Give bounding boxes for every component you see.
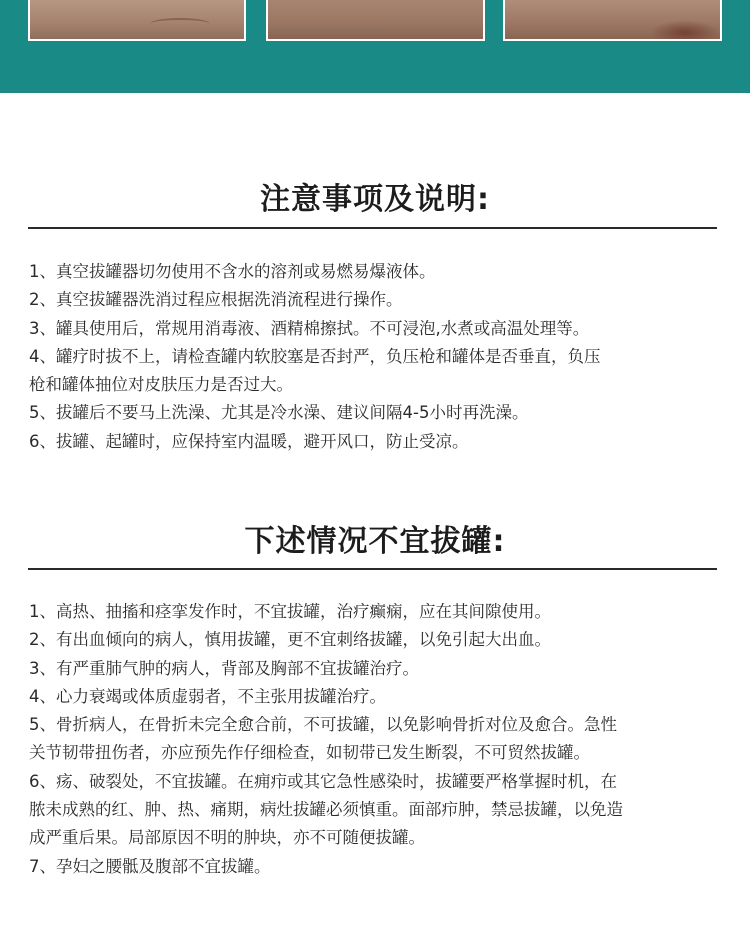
list-item: 2、有出血倾向的病人，慎用拔罐，更不宜刺络拔罐，以免引起大出血。 [29,630,551,650]
list-item: 枪和罐体抽位对皮肤压力是否过大。 [29,375,293,395]
list-item: 7、孕妇之腰骶及腹部不宜拔罐。 [29,856,271,876]
list-item: 5、骨折病人，在骨折未完全愈合前，不可拔罐，以免影响骨折对位及愈合。急性 [29,715,617,735]
list-item: 6、疡、破裂处，不宜拔罐。在痈疖或其它急性感染时，拔罐要严格掌握时机，在 [29,771,617,791]
list-item: 1、高热、抽搐和痉挛发作时，不宜拔罐，治疗癫痫，应在其间隙使用。 [29,602,551,621]
list-item: 成严重后果。局部原因不明的肿块，亦不可随便拔罐。 [29,828,425,848]
divider [28,568,717,570]
list-item: 6、拔罐、起罐时，应保持室内温暖，避开风口，防止受凉。 [29,431,469,451]
list-item: 5、拔罐后不要马上洗澡、尤其是冷水澡、建议间隔4-5小时再洗澡。 [29,403,529,423]
list-item: 3、罐具使用后，常规用消毒液、酒精棉擦拭。不可浸泡,水煮或高温处理等。 [29,318,590,338]
contraindications-title: 下述情况不宜拔罐: [244,524,506,559]
skin-photo [266,0,485,41]
list-item: 2、真空拔罐器洗消过程应根据洗消流程进行操作。 [29,290,403,310]
list-item: 1、真空拔罐器切勿使用不含水的溶剂或易燃易爆液体。 [29,262,436,281]
precautions-list [29,258,724,456]
list-item: 脓未成熟的红、肿、热、痛期，病灶拔罐必须慎重。面部疖肿，禁忌拔罐，以免造 [29,800,623,820]
skin-photo [503,0,722,41]
list-item: 3、有严重肺气肿的病人，背部及胸部不宜拔罐治疗。 [29,658,419,678]
list-item: 4、罐疗时拔不上，请检查罐内软胶塞是否封严，负压枪和罐体是否垂直，负压 [29,346,601,366]
skin-photo [28,0,246,41]
contraindications-list [29,598,724,881]
precautions-title: 注意事项及说明: [260,182,490,217]
list-item: 4、心力衰竭或体质虚弱者，不主张用拔罐治疗。 [29,686,386,706]
list-item: 关节韧带扭伤者，亦应预先作仔细检查，如韧带已发生断裂，不可贸然拔罐。 [29,743,590,763]
top-banner [0,0,750,93]
divider [28,227,717,229]
